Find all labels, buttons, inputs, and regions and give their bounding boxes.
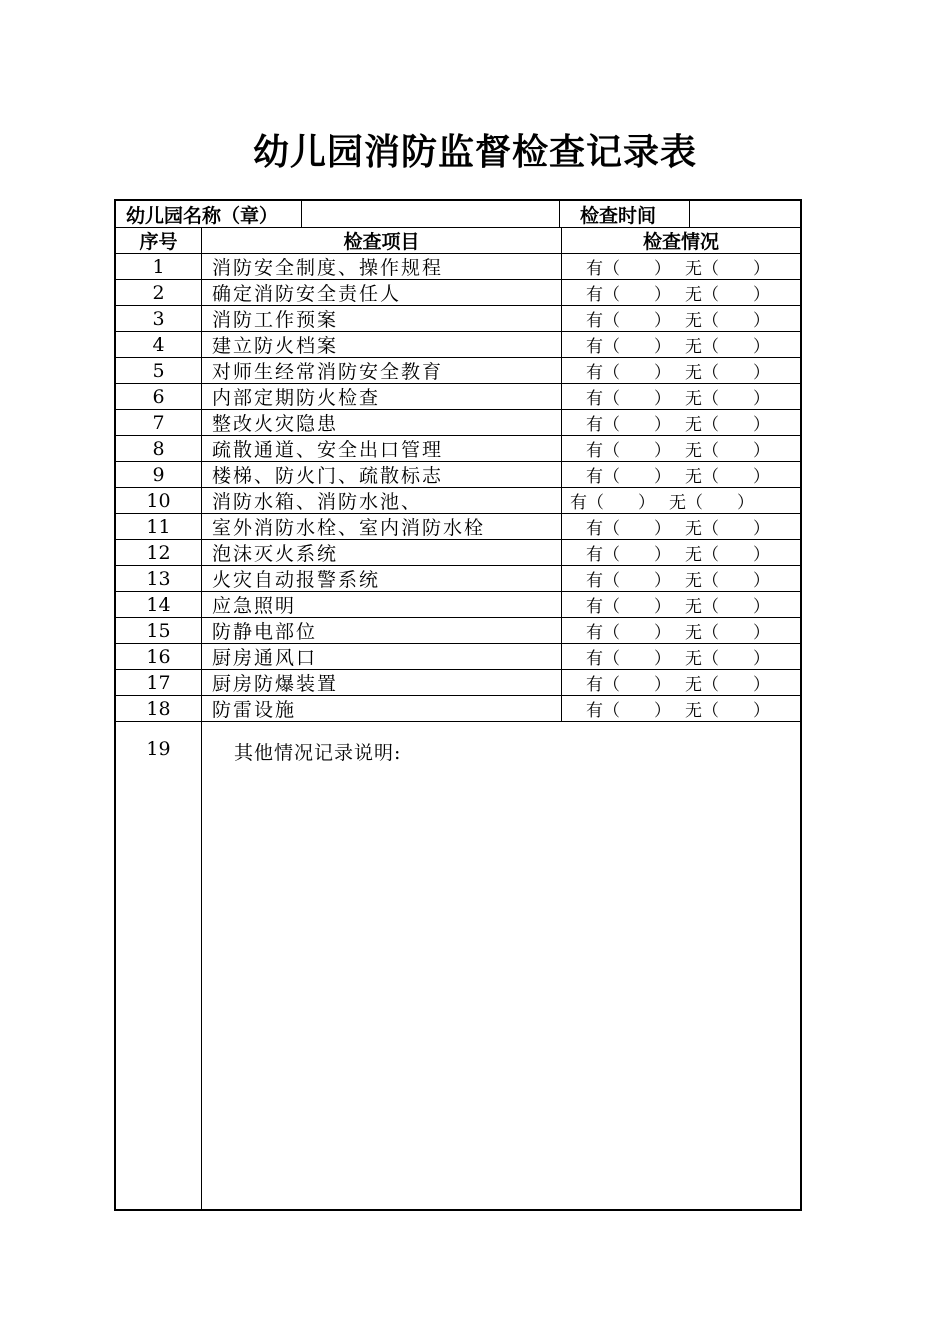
status-no-option[interactable] (685, 618, 770, 643)
status-no-option[interactable] (685, 670, 770, 695)
row-seq: 13 (116, 566, 202, 591)
status-no-option[interactable] (685, 514, 770, 539)
status-yes-option[interactable] (586, 384, 671, 409)
table-row (116, 462, 800, 488)
inspection-time-field[interactable] (690, 201, 800, 227)
status-yes-label: 有（ (586, 675, 620, 695)
row-status (562, 306, 800, 331)
status-yes-close: ） (654, 623, 671, 643)
status-no-close: ） (753, 363, 770, 383)
row-item-label: 消防水箱、消防水池、 (202, 488, 562, 513)
row-seq: 16 (116, 644, 202, 669)
column-header-item: 检查项目 (202, 228, 562, 253)
status-no-close: ） (753, 701, 770, 721)
column-header-status: 检查情况 (642, 231, 719, 253)
status-yes-label: 有（ (586, 441, 620, 461)
row-status (562, 618, 800, 643)
notes-field[interactable] (202, 722, 800, 1209)
row-status (562, 566, 800, 591)
table-row (116, 384, 800, 410)
status-yes-label: 有（ (586, 519, 620, 539)
status-yes-label: 有（ (586, 467, 620, 487)
status-yes-option[interactable] (586, 254, 671, 279)
status-yes-close: ） (638, 493, 655, 513)
status-yes-label: 有（ (586, 415, 620, 435)
table-row (116, 410, 800, 436)
status-yes-close: ） (654, 441, 671, 461)
status-yes-option[interactable] (586, 280, 671, 305)
status-no-label: 无（ (685, 415, 719, 435)
status-yes-label: 有（ (586, 259, 620, 279)
row-seq: 9 (116, 462, 202, 487)
status-yes-label: 有（ (586, 545, 620, 565)
row-item-label: 室外消防水栓、室内消防水栓 (202, 514, 562, 539)
row-seq: 10 (116, 488, 202, 513)
status-no-option[interactable] (685, 332, 770, 357)
notes-label: 其他情况记录说明: (234, 742, 402, 764)
row-seq: 11 (116, 514, 202, 539)
status-no-label: 无（ (685, 441, 719, 461)
status-no-label: 无（ (685, 623, 719, 643)
notes-row (116, 722, 800, 1209)
row-item-label: 应急照明 (202, 592, 562, 617)
status-no-label: 无（ (669, 493, 703, 513)
status-no-close: ） (753, 649, 770, 669)
row-status (562, 696, 800, 721)
status-yes-option[interactable] (586, 462, 671, 487)
status-no-close: ） (753, 571, 770, 591)
status-yes-close: ） (654, 519, 671, 539)
row-status (562, 384, 800, 409)
row-status (562, 488, 800, 513)
item-list (116, 254, 800, 722)
row-item-label: 厨房防爆装置 (202, 670, 562, 695)
status-yes-option[interactable] (586, 618, 671, 643)
row-item-label: 防静电部位 (202, 618, 562, 643)
table-row (116, 566, 800, 592)
row-status (562, 358, 800, 383)
status-yes-close: ） (654, 467, 671, 487)
status-no-close: ） (753, 259, 770, 279)
row-item-label: 厨房通风口 (202, 644, 562, 669)
table-row (116, 358, 800, 384)
table-row (116, 592, 800, 618)
row-item-label: 整改火灾隐患 (202, 410, 562, 435)
row-status (562, 514, 800, 539)
row-item-label: 疏散通道、安全出口管理 (202, 436, 562, 461)
status-yes-label: 有（ (586, 311, 620, 331)
status-yes-close: ） (654, 415, 671, 435)
status-yes-option[interactable] (586, 410, 671, 435)
row-status (562, 410, 800, 435)
row-seq: 18 (116, 696, 202, 721)
row-status (562, 592, 800, 617)
status-yes-close: ） (654, 701, 671, 721)
status-no-option[interactable] (685, 644, 770, 669)
row-item-label: 消防安全制度、操作规程 (202, 254, 562, 279)
kindergarten-name-field[interactable] (302, 201, 560, 227)
status-yes-label: 有（ (586, 337, 620, 357)
status-no-label: 无（ (685, 467, 719, 487)
table-row (116, 488, 800, 514)
row-seq: 1 (116, 254, 202, 279)
status-no-label: 无（ (685, 571, 719, 591)
status-no-close: ） (753, 311, 770, 331)
status-yes-label: 有（ (586, 597, 620, 617)
status-no-label: 无（ (685, 363, 719, 383)
status-no-option[interactable] (685, 592, 770, 617)
row-seq: 6 (116, 384, 202, 409)
status-no-label: 无（ (685, 545, 719, 565)
status-yes-close: ） (654, 389, 671, 409)
status-no-label: 无（ (685, 675, 719, 695)
status-yes-option[interactable] (570, 488, 655, 513)
row-item-label: 消防工作预案 (202, 306, 562, 331)
status-no-option[interactable] (685, 566, 770, 591)
row-status (562, 462, 800, 487)
status-yes-option[interactable] (586, 436, 671, 461)
table-row (116, 280, 800, 306)
status-no-close: ） (753, 467, 770, 487)
status-yes-close: ） (654, 259, 671, 279)
table-row (116, 670, 800, 696)
status-yes-close: ） (654, 337, 671, 357)
status-yes-close: ） (654, 311, 671, 331)
status-yes-option[interactable] (586, 306, 671, 331)
row-status (562, 280, 800, 305)
column-header-row (116, 228, 800, 254)
status-no-close: ） (753, 623, 770, 643)
page-title: 幼儿园消防监督检查记录表 (252, 132, 697, 173)
status-yes-label: 有（ (570, 493, 604, 513)
status-no-close: ） (753, 597, 770, 617)
status-no-option[interactable] (685, 462, 770, 487)
status-no-close: ） (753, 675, 770, 695)
status-no-option[interactable] (685, 280, 770, 305)
status-no-option[interactable] (685, 306, 770, 331)
status-yes-option[interactable] (586, 514, 671, 539)
status-yes-close: ） (654, 363, 671, 383)
status-no-close: ） (753, 415, 770, 435)
row-status (562, 436, 800, 461)
status-yes-option[interactable] (586, 332, 671, 357)
status-yes-label: 有（ (586, 363, 620, 383)
row-seq: 8 (116, 436, 202, 461)
status-yes-option[interactable] (586, 670, 671, 695)
notes-seq: 19 (116, 722, 202, 1209)
status-yes-close: ） (654, 545, 671, 565)
table-row (116, 306, 800, 332)
row-seq: 17 (116, 670, 202, 695)
row-item-label: 确定消防安全责任人 (202, 280, 562, 305)
status-yes-close: ） (654, 571, 671, 591)
status-no-option[interactable] (685, 384, 770, 409)
status-no-close: ） (753, 337, 770, 357)
row-status (562, 540, 800, 565)
row-item-label: 内部定期防火检查 (202, 384, 562, 409)
status-no-option[interactable] (685, 436, 770, 461)
status-yes-option[interactable] (586, 592, 671, 617)
column-header-seq: 序号 (116, 228, 202, 253)
status-no-label: 无（ (685, 649, 719, 669)
status-no-label: 无（ (685, 259, 719, 279)
row-status (562, 644, 800, 669)
inspection-time-label: 检查时间 (560, 201, 690, 227)
row-status (562, 332, 800, 357)
status-no-close: ） (753, 389, 770, 409)
status-yes-option[interactable] (586, 566, 671, 591)
row-seq: 7 (116, 410, 202, 435)
table-row (116, 254, 800, 280)
status-no-label: 无（ (685, 311, 719, 331)
row-status (562, 254, 800, 279)
status-yes-label: 有（ (586, 701, 620, 721)
row-seq: 5 (116, 358, 202, 383)
status-no-close: ） (753, 519, 770, 539)
status-no-option[interactable] (685, 696, 770, 721)
row-status (562, 670, 800, 695)
status-yes-label: 有（ (586, 623, 620, 643)
status-no-option[interactable] (685, 358, 770, 383)
row-seq: 4 (116, 332, 202, 357)
status-no-option[interactable] (685, 410, 770, 435)
status-no-option[interactable] (685, 254, 770, 279)
status-no-close: ） (737, 493, 754, 513)
status-no-option[interactable] (669, 488, 754, 513)
row-item-label: 火灾自动报警系统 (202, 566, 562, 591)
kindergarten-name-label: 幼儿园名称（章） (116, 201, 302, 227)
table-row (116, 436, 800, 462)
status-no-label: 无（ (685, 389, 719, 409)
row-item-label: 对师生经常消防安全教育 (202, 358, 562, 383)
table-row (116, 696, 800, 722)
table-row (116, 332, 800, 358)
status-yes-option[interactable] (586, 358, 671, 383)
status-no-label: 无（ (685, 701, 719, 721)
row-seq: 14 (116, 592, 202, 617)
row-seq: 12 (116, 540, 202, 565)
status-no-label: 无（ (685, 519, 719, 539)
status-no-label: 无（ (685, 597, 719, 617)
status-yes-label: 有（ (586, 285, 620, 305)
form-header-row (116, 201, 800, 228)
status-yes-close: ） (654, 597, 671, 617)
inspection-form (114, 199, 802, 1211)
row-seq: 2 (116, 280, 202, 305)
table-row (116, 514, 800, 540)
status-no-close: ） (753, 441, 770, 461)
status-no-close: ） (753, 545, 770, 565)
row-seq: 3 (116, 306, 202, 331)
row-item-label: 防雷设施 (202, 696, 562, 721)
status-yes-option[interactable] (586, 644, 671, 669)
status-yes-option[interactable] (586, 540, 671, 565)
status-yes-label: 有（ (586, 649, 620, 669)
status-yes-label: 有（ (586, 389, 620, 409)
status-yes-option[interactable] (586, 696, 671, 721)
row-item-label: 泡沫灭火系统 (202, 540, 562, 565)
row-item-label: 建立防火档案 (202, 332, 562, 357)
row-seq: 15 (116, 618, 202, 643)
status-no-label: 无（ (685, 285, 719, 305)
table-row (116, 644, 800, 670)
row-item-label: 楼梯、防火门、疏散标志 (202, 462, 562, 487)
status-no-close: ） (753, 285, 770, 305)
status-no-label: 无（ (685, 337, 719, 357)
status-yes-close: ） (654, 285, 671, 305)
status-yes-close: ） (654, 649, 671, 669)
status-no-option[interactable] (685, 540, 770, 565)
status-yes-close: ） (654, 675, 671, 695)
table-row (116, 618, 800, 644)
status-yes-label: 有（ (586, 571, 620, 591)
table-row (116, 540, 800, 566)
